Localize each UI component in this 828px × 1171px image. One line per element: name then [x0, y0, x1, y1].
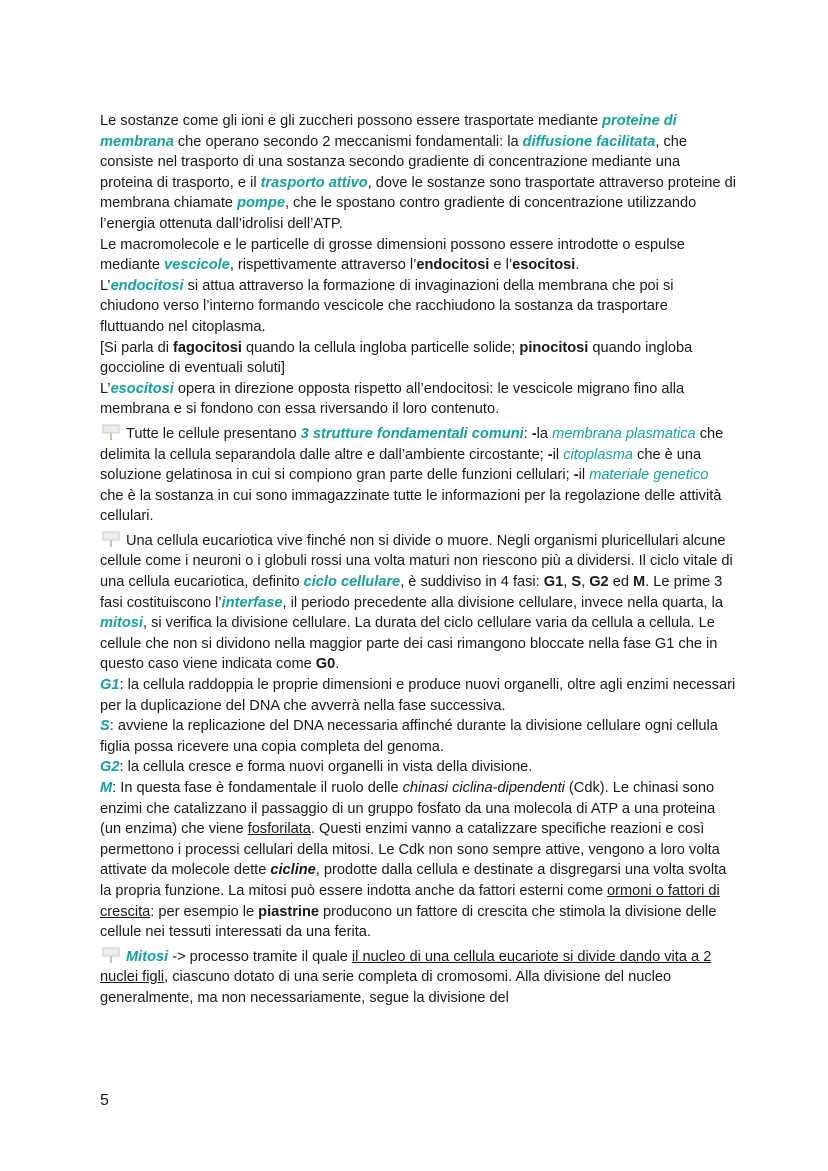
paragraph-strutture-comuni: Tutte le cellule presentano 3 strutture fondamentali comuni: -la membrana plasmatica che delimita la cellula separandola dalle altre e dall’ambiente circostante; -il citoplasma che è una soluzione gelatinosa in cui si compiono gran parte delle funzioni cellulari; -il materiale genetico che è la sostanza in cui sono immagazzinate tutte le informazioni per la regolazione delle attività cellulari. — [100, 425, 724, 525]
paragraph-fagocitosi-note: [Si parla di fagocitosi quando la cellula ingloba particelle solide; pinocitosi quando ingloba goccioline di eventuali soluti] — [100, 339, 693, 377]
term-proteine-di-membrana: proteine di membrana — [100, 113, 677, 150]
phase-g1: G1: la cellula raddoppia le proprie dimensioni e produce nuovi organelli, oltre agli enzimi necessari per la duplicazione del DNA che avverrà nella fase successiva. — [100, 677, 736, 714]
phase-s: S: avviene la replicazione del DNA necessaria affinché durante la divisione cellulare ogni cellula figlia possa ricevere una copia completa del genoma. — [100, 718, 718, 755]
paragraph-ciclo-cellulare: Una cellula eucariotica vive finché non si divide o muore. Negli organismi pluricellulari alcune cellule come i neuroni o i globuli rossi una volta maturi non riescono più a dividersi. Il ciclo vitale di una cellula eucariotica, definito ciclo cellulare, è suddiviso in 4 fasi: G1, S, G2 ed M. Le prime 3 fasi costituiscono l’interfase, il periodo precedente alla divisione cellulare, invece nella quarta, la mitosi, si verifica la divisione cellulare. La durata del ciclo cellulare varia da cellula a cellula. Le cellule che non si dividono nella maggior parte dei casi rimangono bloccate nella fase G1 che in questo caso viene indicata come G0. — [100, 532, 733, 673]
term-vescicole: vescicole — [164, 257, 230, 274]
paragraph-esocitosi: L’esocitosi opera in direzione opposta rispetto all’endocitosi: le vescicole migrano fino alla membrana e si fondono con essa riversando il loro contenuto. — [100, 380, 685, 418]
term-esocitosi: esocitosi — [110, 380, 174, 397]
term-trasporto-attivo: trasporto attivo — [260, 174, 368, 191]
term-interfase: interfase — [221, 594, 283, 611]
term-mitosi: mitosi — [100, 615, 143, 632]
page-number: 5 — [100, 1092, 109, 1109]
pushpin-icon — [100, 424, 122, 440]
phase-m: M: In questa fase è fondamentale il ruolo delle chinasi ciclina-dipendenti (Cdk). Le chinasi sono enzimi che catalizzano il passaggio di un gruppo fosfato da una molecola di ATP a una proteina (un enzima) che viene fosforilata. Questi enzimi vanno a catalizzare specifiche reazioni e così permettono i processi cellulari della mitosi. Le Cdk non sono sempre attive, vengono a loro volta attivate da molecole dette cicline, prodotte dalla cellula e destinate a disgregarsi una volta svolta la propria funzione. La mitosi può essere indotta anche da fattori esterni come ormoni o fattori di crescita: per esempio le piastrine producono un fattore di crescita che stimola la divisione delle cellule nei tessuti interessati da una ferita. — [100, 780, 727, 941]
phase-g2: G2: la cellula cresce e forma nuovi organelli in vista della divisione. — [100, 759, 533, 776]
document-body — [100, 111, 736, 1009]
paragraph-membrane-transport: Le sostanze come gli ioni e gli zuccheri possono essere trasportate mediante proteine di membrana che operano secondo 2 meccanismi fondamentali: la diffusione facilitata, che consiste nel trasporto di una sostanza secondo gradiente di concentrazione mediante una proteina di trasporto, e il trasporto attivo, dove le sostanze sono trasportate attraverso proteine di membrana chiamate pompe, che le spostano contro gradiente di concentrazione utilizzando l’energia ottenuta dall’idrolisi dell’ATP. — [100, 113, 736, 232]
term-diffusione-facilitata: diffusione facilitata — [522, 133, 656, 150]
pushpin-icon — [100, 947, 122, 963]
pushpin-icon — [100, 531, 122, 547]
term-endocitosi: endocitosi — [110, 277, 184, 294]
paragraph-endocitosi: L’endocitosi si attua attraverso la formazione di invaginazioni della membrana che poi si chiudono verso l’interno formando vescicole che racchiudono la sostanza da trasportare fluttuando nel citoplasma. — [100, 277, 674, 335]
term-strutture-fondamentali: 3 strutture fondamentali comuni — [300, 425, 524, 442]
term-mitosi-heading: Mitosi — [126, 948, 169, 965]
term-pompe: pompe — [237, 195, 285, 212]
paragraph-mitosi: Mitosi -> processo tramite il quale il nucleo di una cellula eucariote si divide dando vita a 2 nuclei figli, ciascuno dotato di una serie completa di cromosomi. Alla divisione del nucleo generalmente, ma non necessariamente, segue la divisione del — [100, 948, 712, 1006]
term-ciclo-cellulare: ciclo cellulare — [303, 574, 401, 591]
paragraph-macromolecules: Le macromolecole e le particelle di grosse dimensioni possono essere introdotte o espulse mediante vescicole, rispettivamente attraverso l’endocitosi e l’esocitosi. — [100, 236, 685, 274]
